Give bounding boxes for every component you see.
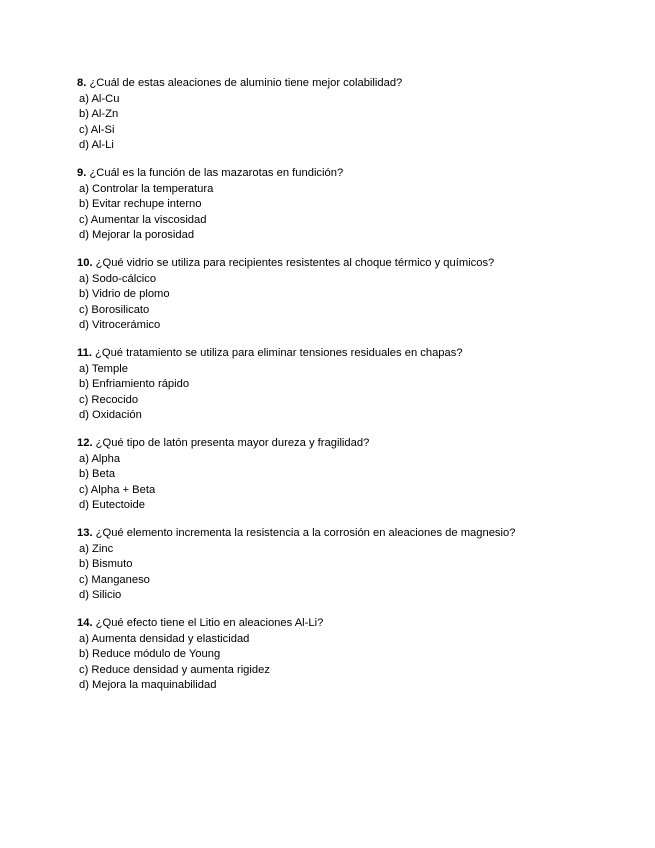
answer-option-c: c) Al-Si [79,123,115,136]
answer-option-a: a) Al-Cu [79,92,120,105]
question-text: ¿Cuál es la función de las mazarotas en fundición? [89,167,344,179]
answer-option-a: a) Zinc [79,542,114,555]
answer-option-c: c) Borosilicato [79,303,150,316]
answer-option-b: b) Al-Zn [79,108,119,120]
question-8 [77,76,637,154]
question-line [77,166,637,182]
answer-option-a: a) Temple [79,362,128,375]
answer-option-c: c) Recocido [79,393,139,406]
answer-option-a: a) Alpha [79,452,121,465]
question-text: ¿Qué efecto tiene el Litio en aleaciones Al-Li? [95,617,324,629]
answer-option-d: d) Mejora la maquinabilidad [79,679,217,691]
question-10 [77,256,637,334]
answer-option-b: b) Vidrio de plomo [79,288,170,300]
question-number: 14. [77,617,93,629]
answer-option-b: b) Reduce módulo de Young [79,648,221,660]
answer-option-c: c) Alpha + Beta [79,483,156,496]
answer-options [77,362,637,424]
answer-options [77,632,637,694]
question-14 [77,616,637,694]
question-number: 13. [77,527,93,539]
question-line [77,436,637,452]
question-list [77,76,637,706]
answer-option-b: b) Enfriamiento rápido [79,378,190,390]
question-line [77,256,637,272]
answer-option-d: d) Oxidación [79,409,142,421]
answer-option-c: c) Reduce densidad y aumenta rigidez [79,663,270,676]
question-12 [77,436,637,514]
question-line [77,76,637,92]
answer-options [77,272,637,334]
question-line [77,526,637,542]
answer-options [77,182,637,244]
question-line [77,346,637,362]
answer-option-c: c) Manganeso [79,573,150,586]
answer-option-b: b) Bismuto [79,558,133,570]
answer-option-a: a) Aumenta densidad y elasticidad [79,632,250,645]
question-number: 12. [77,437,93,449]
question-text: ¿Qué tipo de latón presenta mayor dureza y fragilidad? [95,437,370,449]
answer-option-a: a) Sodo-cálcico [79,272,157,285]
question-number: 11. [77,347,92,359]
answer-option-d: d) Silicio [79,589,122,601]
question-number: 9. [77,167,87,179]
question-line [77,616,637,632]
answer-option-b: b) Evitar rechupe interno [79,198,202,210]
answer-option-a: a) Controlar la temperatura [79,182,214,195]
question-13 [77,526,637,604]
question-11 [77,346,637,424]
answer-option-c: c) Aumentar la viscosidad [79,213,207,226]
question-number: 8. [77,77,87,89]
answer-options [77,92,637,154]
answer-option-d: d) Mejorar la porosidad [79,229,195,241]
question-text: ¿Cuál de estas aleaciones de aluminio tiene mejor colabilidad? [89,77,403,89]
answer-options [77,542,637,604]
answer-option-b: b) Beta [79,468,116,480]
question-9 [77,166,637,244]
question-text: ¿Qué elemento incrementa la resistencia a la corrosión en aleaciones de magnesio? [95,527,516,539]
question-text: ¿Qué vidrio se utiliza para recipientes resistentes al choque térmico y químicos? [95,257,495,269]
question-text: ¿Qué tratamiento se utiliza para eliminar tensiones residuales en chapas? [95,347,463,359]
answer-option-d: d) Eutectoide [79,499,145,511]
question-number: 10. [77,257,93,269]
answer-options [77,452,637,514]
answer-option-d: d) Al-Li [79,139,114,151]
answer-option-d: d) Vitrocerámico [79,319,161,331]
